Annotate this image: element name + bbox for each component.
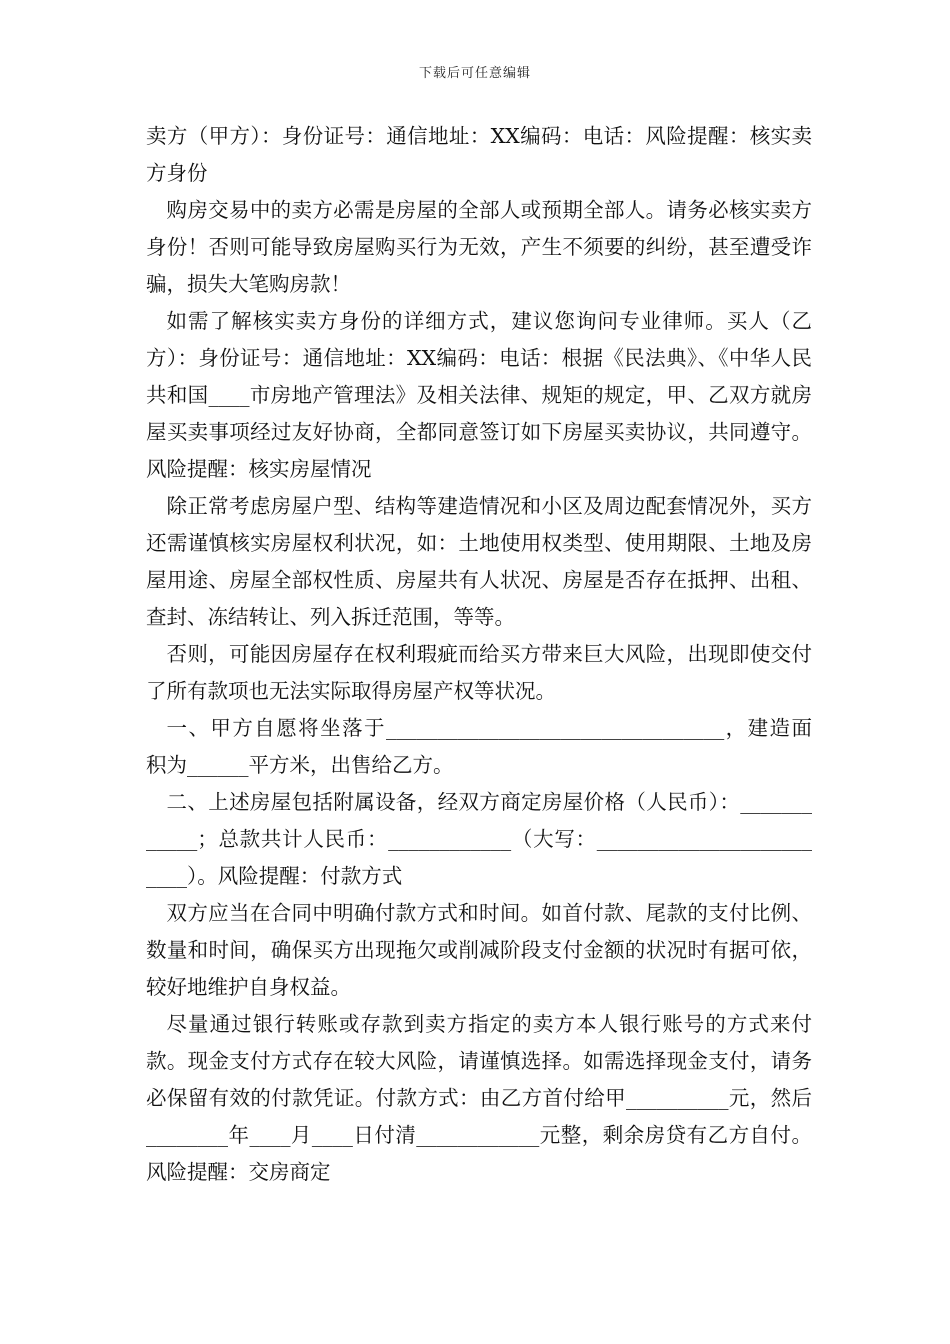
paragraph-buyer-info: 如需了解核实卖方身份的详细方式，建议您询问专业律师。买人（乙方）：身份证号：通信地址：XX编码：电话：根据《民法典》、《中华人民共和国____市房地产管理法》及相关法律、规矩的规定，甲、乙双方就房屋买卖事项经过友好协商，全都同意签订如下房屋买卖协议，共同遵守。风险提醒：核实房屋情况 [146, 309, 812, 481]
paragraph-seller-identity-warning: 购房交易中的卖方必需是房屋的全部人或预期全部人。请务必核实卖方身份！否则可能导致房屋购买行为无效，产生不须要的纠纷，甚至遭受诈骗，损失大笔购房款！ [146, 198, 812, 296]
paragraph-property-rights: 除正常考虑房屋户型、结构等建造情况和小区及周边配套情况外，买方还需谨慎核实房屋权利状况，如：土地使用权类型、使用期限、土地及房屋用途、房屋全部权性质、房屋共有人状况、房屋是否存在抵押、出租、查封、冻结转让、列入拆迁范围，等等。 [146, 494, 812, 629]
paragraph-clause-one: 一、甲方自愿将坐落于_________________________________，建造面积为______平方米，出售给乙方。 [146, 716, 812, 777]
paragraph-payment-terms: 双方应当在合同中明确付款方式和时间。如首付款、尾款的支付比例、数量和时间，确保买方出现拖欠或削减阶段支付金额的状况时有据可依，较好地维护自身权益。 [146, 901, 812, 999]
paragraph-seller-info: 卖方（甲方）：身份证号：通信地址：XX编码：电话：风险提醒：核实卖方身份 [146, 124, 812, 185]
paragraph-clause-two: 二、上述房屋包括附属设备，经双方商定房屋价格（人民币）：____________；总款共计人民币：____________（大写：_________________________）。风险提醒：付款方式 [146, 790, 812, 888]
document-body [146, 118, 812, 1191]
paragraph-risk-consequence: 否则，可能因房屋存在权利瑕疵而给买方带来巨大风险，出现即使交付了所有款项也无法实际取得房屋产权等状况。 [146, 642, 812, 703]
page-header: 下载后可任意编辑 [418, 66, 531, 81]
paragraph-payment-method: 尽量通过银行转账或存款到卖方指定的卖方本人银行账号的方式来付款。现金支付方式存在较大风险，请谨慎选择。如需选择现金支付，请务必保留有效的付款凭证。付款方式：由乙方首付给甲__________元，然后________年____月____日付清____________元整，剩余房贷有乙方自付。风险提醒：交房商定 [146, 1012, 812, 1184]
